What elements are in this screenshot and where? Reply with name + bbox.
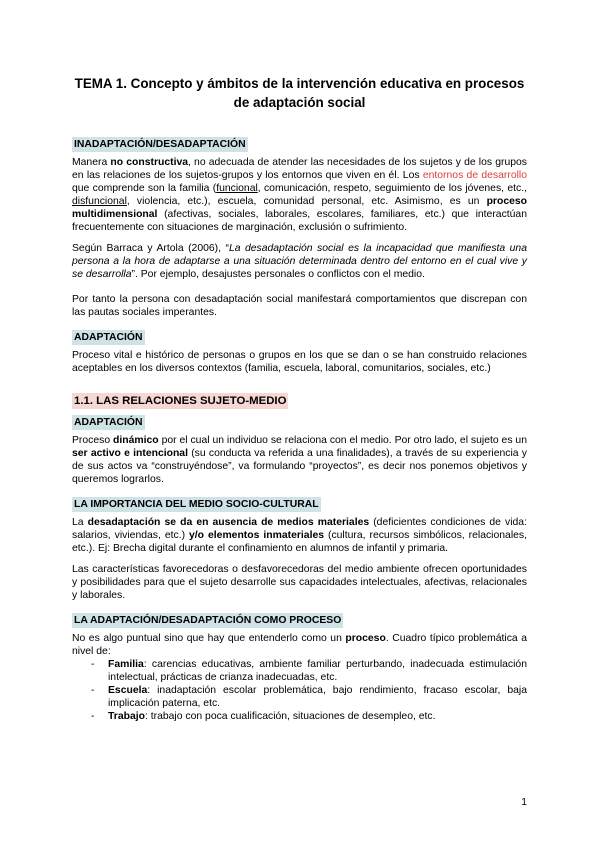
quote-definition: La desadaptación social es la incapacidad que manifiesta una persona a la hora de adaptarse a una situación determinada dentro del entorno en el cual vive y se desarrolla [72,243,527,280]
paragraph-no-puntual: No es algo puntual sino que hay que entenderlo como un proceso. Cuadro típico problemática a nivel de: [72,633,527,657]
paragraph-proceso-dinamico: Proceso dinámico por el cual un individuo se relaciona con el medio. Por otro lado, el sujeto es un ser activo e intencional (su conducta va referida a una finalidades), a través de su experiencia y de sus actos va “construyéndose”, va formulando “proyectos”, es decir nos ponemos objetivos y queremos lograrlos. [72,435,527,485]
heading-inadaptacion: INADAPTACIÓN/DESADAPTACIÓN [74,139,246,150]
heading-adaptacion-2: ADAPTACIÓN [74,417,143,428]
paragraph-desadaptacion-medios: La desadaptación se da en ausencia de medios materiales (deficientes condiciones de vida: salarios, viviendas, etc.) y/o elementos inmateriales (cultura, recursos simbólicos, relacionales, etc.). Ej: Brecha digital durante el confinamiento en alumnos de infantil y primaria. [72,517,527,554]
document-title: TEMA 1. Concepto y ámbitos de la intervención educativa en procesos de adaptación social [74,76,525,110]
section-heading-relaciones: 1.1. LAS RELACIONES SUJETO-MEDIO [74,395,287,407]
paragraph-caracteristicas: Las características favorecedoras o desfavorecedoras del medio ambiente ofrecen oportunidades y posibilidades para que el sujeto desarrolle sus capacidades intelectuales, afectivas, relacionales y laborales. [72,564,527,601]
list-item-familia: - Familia: carencias educativas, ambiente familiar perturbando, inadecuada estimulación intelectual, prácticas de crianza inadecuadas, etc. [91,659,527,683]
heading-medio-sociocultural: LA IMPORTANCIA DEL MEDIO SOCIO-CULTURAL [74,499,319,510]
problem-list [72,658,527,723]
list-item-escuela: - Escuela: inadaptación escolar problemática, bajo rendimiento, fracaso escolar, baja implicación paterna, etc. [91,685,527,709]
heading-como-proceso: LA ADAPTACIÓN/DESADAPTACIÓN COMO PROCESO [74,615,342,626]
paragraph-barraca-artola: Según Barraca y Artola (2006), “La desadaptación social es la incapacidad que manifiesta una persona a la hora de adaptarse a una situación determinada dentro del entorno en el cual vive y se desarrolla”. Por ejemplo, desajustes personales o conflictos con el medio. [72,243,527,280]
paragraph-inadaptacion: Manera no constructiva, no adecuada de atender las necesidades de los sujetos y de los grupos en las relaciones de los sujetos-grupos y los entornos que viven en él. Los entornos de desarrollo que comprende son la familia (funcional, comunicación, respeto, seguimiento de los jóvenes, etc., disfuncional, violencia, etc.), escuela, comunidad personal, etc. Asimismo, es un proceso multidimensional (afectivas, sociales, laborales, escolares, familiares, etc.) que interactúan frecuentemente con situaciones de marginación, exclusión o sufrimiento. [72,157,527,233]
paragraph-conclusion: Por tanto la persona con desadaptación social manifestará comportamientos que discrepan con las pautas sociales imperantes. [72,294,527,318]
page-number: 1 [521,797,527,808]
highlight-entornos: entornos de desarrollo [422,170,527,181]
paragraph-adaptacion: Proceso vital e histórico de personas o grupos en los que se dan o se han construido relaciones aceptables en los diversos contextos (familia, escuela, laboral, comunitarios, sociales, etc.) [72,350,527,374]
heading-adaptacion: ADAPTACIÓN [74,332,143,343]
list-item-trabajo: - Trabajo: trabajo con poca cualificación, situaciones de desempleo, etc. [91,711,436,722]
